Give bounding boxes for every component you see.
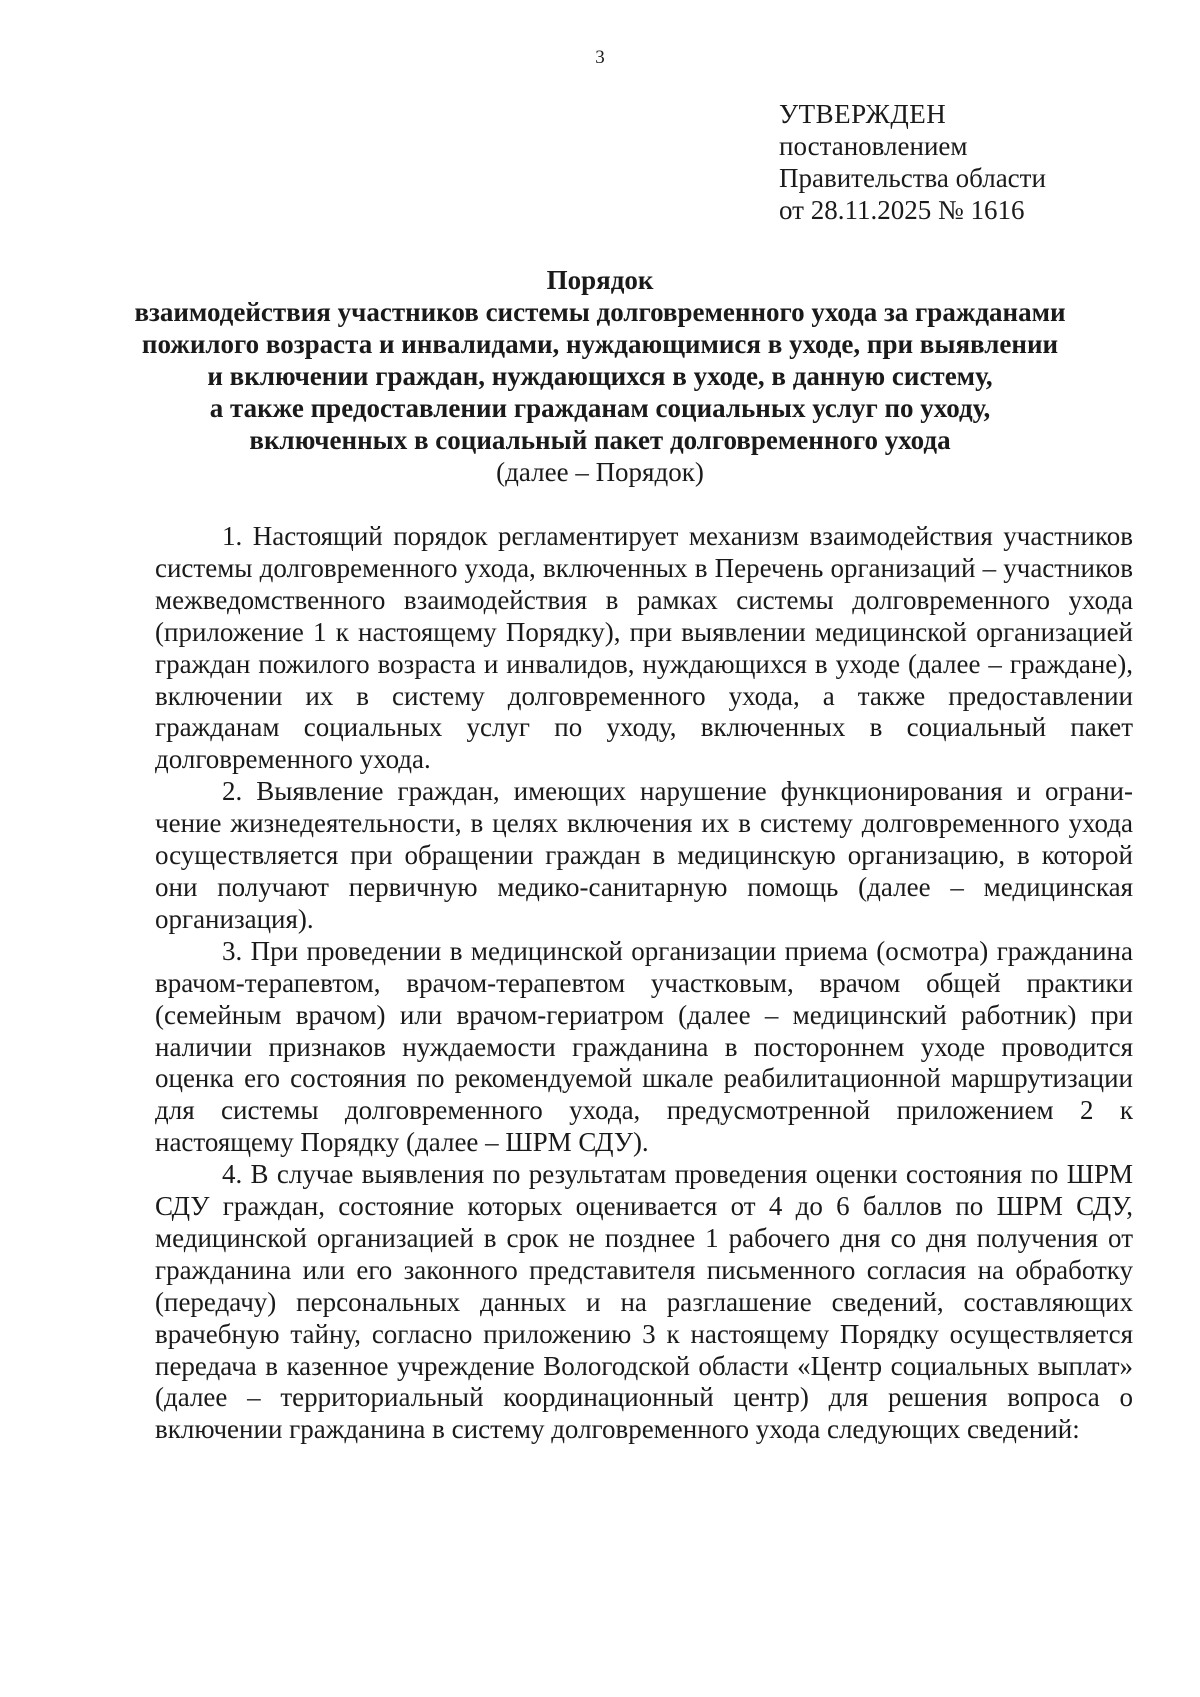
approval-stamp xyxy=(779,98,1046,226)
approval-title: УТВЕРЖДЕН xyxy=(779,99,947,129)
paragraph: 1. Настоящий порядок регламентирует механизм взаимодействия участников системы долговременного ухода, включенных в Перечень организаций – участников межведомственного взаимодействия в рамках системы долговременного ухода (приложение 1 к настоящему Порядку), при выявлении медицинской организацией граждан пожилого возраста и инвалидов, нуждающихся в уходе (далее – граждане), включении их в систему долговременного ухода, а также предоставлении гражданам социальных услуг по уходу, включенных в социальный пакет долговременного ухода. xyxy=(155,521,1133,775)
document-title: Порядок xyxy=(546,265,654,295)
approval-date-number: от 28.11.2025 № 1616 xyxy=(779,195,1025,225)
heading-note: (далее – Порядок) xyxy=(496,457,704,487)
document-heading xyxy=(0,264,1200,488)
document-body xyxy=(155,521,1133,1446)
paragraph: 2. Выявление граждан, имеющих нарушение функционирования и ограничение жизнедеятельности, в целях включения их в систему долговременного ухода осуществляется при обращении граждан в медицинскую организацию, в которой они получают первичную медико-санитарную помощь (далее – медицинская организация). xyxy=(155,776,1133,934)
page-number: 3 xyxy=(595,47,605,68)
approval-line: постановлением xyxy=(779,131,968,161)
approval-line: Правительства области xyxy=(779,163,1046,193)
paragraph: 4. В случае выявления по результатам проведения оценки состояния по ШРМ СДУ граждан, состояние которых оценивается от 4 до 6 баллов по ШРМ СДУ, медицинской организацией в срок не позднее 1 рабочего дня со дня получения от гражданина или его законного представителя письменного согласия на обработку (передачу) персональных данных и на разглашение сведений, составляющих врачебную тайну, согласно приложению 3 к настоящему Порядку осуществляется передача в казенное учреждение Вологодской области «Центр социальных выплат» (далее – территориальный координационный центр) для решения вопроса о включении гражданина в систему долговременного ухода следующих сведений: xyxy=(155,1159,1133,1445)
document-subtitle-line: пожилого возраста и инвалидами, нуждающимися в уходе, при выявлении xyxy=(141,329,1059,359)
document-subtitle-line: включенных в социальный пакет долговременного ухода xyxy=(249,425,951,455)
document-subtitle-line: взаимодействия участников системы долговременного ухода за гражданами xyxy=(134,297,1066,327)
document-subtitle-line: а также предоставлении гражданам социальных услуг по уходу, xyxy=(209,393,991,423)
document-subtitle-line: и включении граждан, нуждающихся в уходе, в данную систему, xyxy=(207,361,993,391)
paragraph: 3. При проведении в медицинской организации приема (осмотра) гражданина врачом-терапевтом, врачом-терапевтом участковым, врачом общей практики (семейным врачом) или врачом-гериатром (далее – медицинский работник) при наличии признаков нуждаемости гражданина в постороннем уходе проводится оценка его состояния по рекомендуемой шкале реабилитационной маршрутизации для системы долговременного ухода, предусмотренной приложением 2 к настоящему Порядку (далее – ШРМ СДУ). xyxy=(155,935,1133,1158)
